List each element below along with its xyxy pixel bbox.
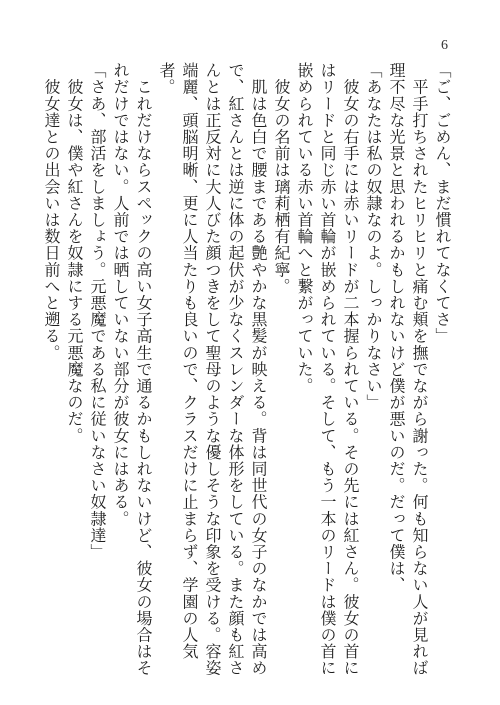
paragraph-former-devil: 彼女は、僕や紅さんを奴隷にする元悪魔なのだ。 [65, 62, 84, 444]
paragraph-slave-line: 「あなたは私の奴隷なのよ。しっかりなさい」 [364, 62, 383, 411]
page-number: 6 [441, 38, 448, 53]
paragraph-apology: 「ご、ごめん、まだ慣れてなくてさ」 [433, 62, 452, 345]
paragraph-slap: 平手打ちされたヒリヒリと痛む頬を撫でながら謝った。何も知らない人が見れば理不尽な光景と思われるかもしれないけど僕が悪いのだ。だって僕は、 [387, 62, 429, 677]
paragraph-club-line: 「さあ、部活をしましょう。元悪魔である私に従いなさい奴隷達」 [88, 62, 107, 560]
paragraph-meeting: 彼女達との出会いは数日前へと遡る。 [42, 62, 61, 361]
vertical-text-body [40, 62, 454, 682]
paragraph-hidden-side: これだけならスペックの高い女子高生で通るかもしれないけど、彼女の場合はそれだけではない。人前では晒していない部分が彼女にはある。 [111, 62, 153, 677]
paragraph-leashes: 彼女の右手には赤いリードが二本握られている。その先には紅さん。彼女の首にはリードと同じ赤い首輪が嵌められている。そして、もう一本のリードは僕の首に嵌められている赤い首輪へと繋がっていた。 [295, 62, 360, 677]
paragraph-appearance: 肌は色白で腰まである艶やかな黒髪が映える。背は同世代の女子のなかでは高めで、紅さんとは逆に体の起伏が少なくスレンダーな体形をしている。また顔も紅さんとは正反対に大人びた顔つきをして聖母のような優しそうな印象を受ける。容姿端麗、頭脳明晰、更に人当たりも良いので、クラスだけに止まらず、学園の人気者。 [157, 62, 268, 677]
paragraph-name: 彼女の名前は璃莉栖有紀寧。 [272, 62, 291, 295]
